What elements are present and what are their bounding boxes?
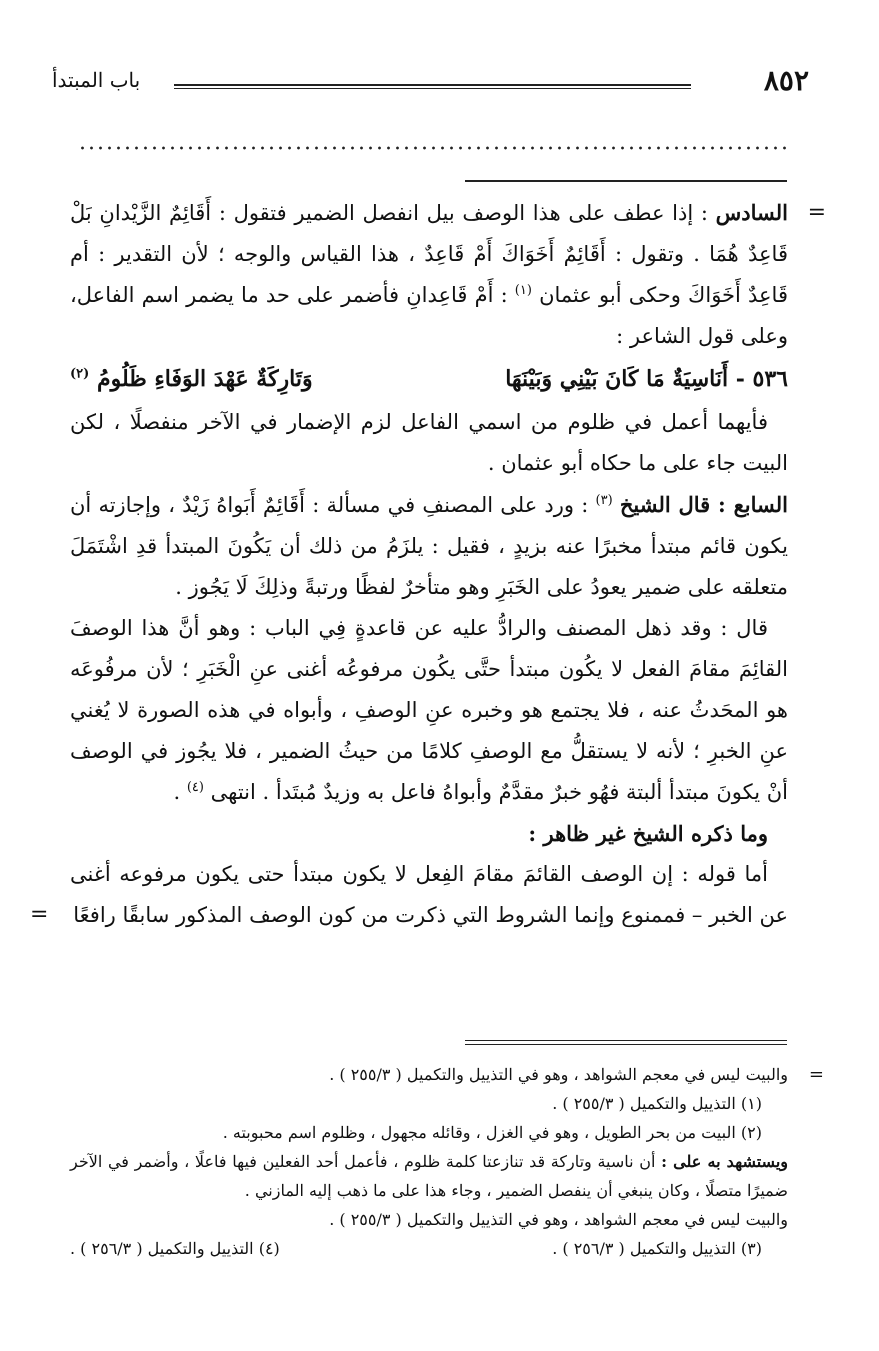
continuation-mark-end: = [30,902,49,927]
page-number: ٨٥٢ [763,64,809,97]
paragraph-objection-heading: وما ذكره الشيخ غير ظاهر : [528,821,768,846]
footnote-2-evidence-text: أن ناسية وتاركة قد تنازعتا كلمة ظلوم ، فأعمل أحد الفعلين فيها فاعلًا ، وأضمر في الآخر ضميرًا متصلًا ، وكان ينبغي أن ينفصل الضمير ، وجاء هذا على ما ذهب إليه المازني . [70,1152,788,1200]
footnote-ref-3: (٣) [595,493,613,508]
footnote-ref-2: (٢) [70,366,90,382]
footnote-2-evidence [70,1147,788,1205]
paragraph-seventh [70,484,788,608]
text-seventh: : ورد على المصنفِ في مسألة : أَقَائِمٌ أَبَواهُ زَيْدٌ ، وإجازته أن يكون قائم مبتدأ مخبرًا عنه بزيدٍ ، فقيل : يلزَمُ من ذلك أن يَكُونَ المبتدأ قدِ اشْتَمَلَ متعلقه على ضمير يعودُ على الخَبَرِ وهو متأخرٌ لفظًا ورتبةً وذلِكَ لَا يَجُوز . [70,493,788,599]
footnote-rule [465,1040,787,1041]
verse-second-half [70,359,313,400]
text-shaykh-end: . [173,780,181,804]
dotted-separator [78,146,788,150]
verse-first-half [505,359,788,400]
top-rule [465,180,787,182]
page-header [52,64,809,104]
verse-hemistich-1: أَنَاسِيَةٌ مَا كَانَ بَيْنِي وَبَيْنَهَا [505,366,729,392]
text-shaykh-quote: قال : وقد ذهل المصنف والرادُّ عليه عن قاعدةٍ فِي الباب : وهو أنَّ هذا الوصفَ القائِمَ مقامَ الفعل لا يكُون مبتدأ حتَّى يكُون مرفوعُه أغنى عنِ الْخَبَرِ ؛ لأن مرفُوعَه هو المحَدثُ عنه ، فلا يجتمع هو وخبره عنِ الوصفِ ، وأبواه في هذه الصورة لا يُغني عنِ الخبرِ ؛ لأنه لا يستقلُّ مع الوصفِ كلامًا من حيثُ الضمير ، فلا يجُوز في الوصف أنْ يكونَ مبتدأ ألبتة فهُو خبرٌ مقدَّمٌ وأبواهُ فاعل به وزيدٌ مُبتَدأ . انتهى [70,616,788,804]
header-rule [174,84,691,89]
footnote-3: (٣) التذييل والتكميل ( ٢٥٦/٣ ) . [552,1239,762,1258]
continuation-mark: = [807,200,826,225]
footnote-continuation-mark: = [808,1064,824,1085]
footnote-ref-4: (٤) [186,780,204,795]
paragraph-objection [30,854,788,936]
paragraph-verse-comment: فأيهما أعمل في ظلوم من اسمي الفاعل لزم الإضمار في الآخر منفصلًا ، لكن البيت جاء على ما حكاه أبو عثمان . [70,410,788,475]
heading-sixth: السادس [715,200,788,225]
footnote-rule-lower [465,1044,787,1045]
footnote-2-source: والبيت ليس في معجم الشواهد ، وهو في التذييل والتكميل ( ٢٥٥/٣ ) . [329,1210,788,1229]
footnote-2: (٢) البيت من بحر الطويل ، وهو في الغزل ، وقائله مجهول ، وظلوم اسم محبوبته . [222,1123,762,1142]
paragraph-shaykh-quote [70,608,788,813]
verse-hemistich-2: وَتَارِكَةٌ عَهْدَ الوَفَاءِ ظَلُومُ [96,366,313,392]
main-text [30,192,826,936]
chapter-title: باب المبتدأ [52,68,141,92]
heading-seventh: السابع : قال الشيخ [619,492,788,517]
verse-536 [70,359,788,400]
footnote-4: (٤) التذييل والتكميل ( ٢٥٦/٣ ) . [70,1239,280,1258]
text-sixth: : إذا عطف على هذا الوصف بيل انفصل الضمير فتقول : أَقَائِمٌ الزَّيْدانِ بَلْ قَاعِدٌ هُمَا . وتقول : أَقَائِمٌ أَخَوَاكَ أَمْ قَاعِدٌ ، هذا القياس والوجه ؛ لأن التقدير : أم قَاعِدٌ أَخَوَاكَ وحكى أبو عثمان [70,201,788,307]
footnote-1: (١) التذييل والتكميل ( ٢٥٥/٣ ) . [552,1094,762,1113]
footnote-ref-1: (١) [514,283,532,298]
paragraph-sixth [70,192,788,357]
footnotes-3-4 [70,1234,788,1263]
text-objection: أما قوله : إن الوصف القائمَ مقامَ الفِعل لا يكون مبتدأ حتى يكون مرفوعه أغنى عن الخبر – فممنوع وإنما الشروط التي ذكرت من كون الوصف المذكور سابقًا رافعًا [70,862,788,927]
text-sixth-2: : أَمْ قَاعِدانِ فأضمر على حد ما يضمر اسم الفاعل، وعلى قول الشاعر : [70,283,788,348]
verse-number: ٥٣٦ - [735,366,788,392]
footnotes [70,1060,824,1263]
footnote-2-evidence-head: ويستشهد به على : [661,1152,789,1171]
footnote-line-0: والبيت ليس في معجم الشواهد ، وهو في التذييل والتكميل ( ٢٥٥/٣ ) . [329,1065,788,1084]
